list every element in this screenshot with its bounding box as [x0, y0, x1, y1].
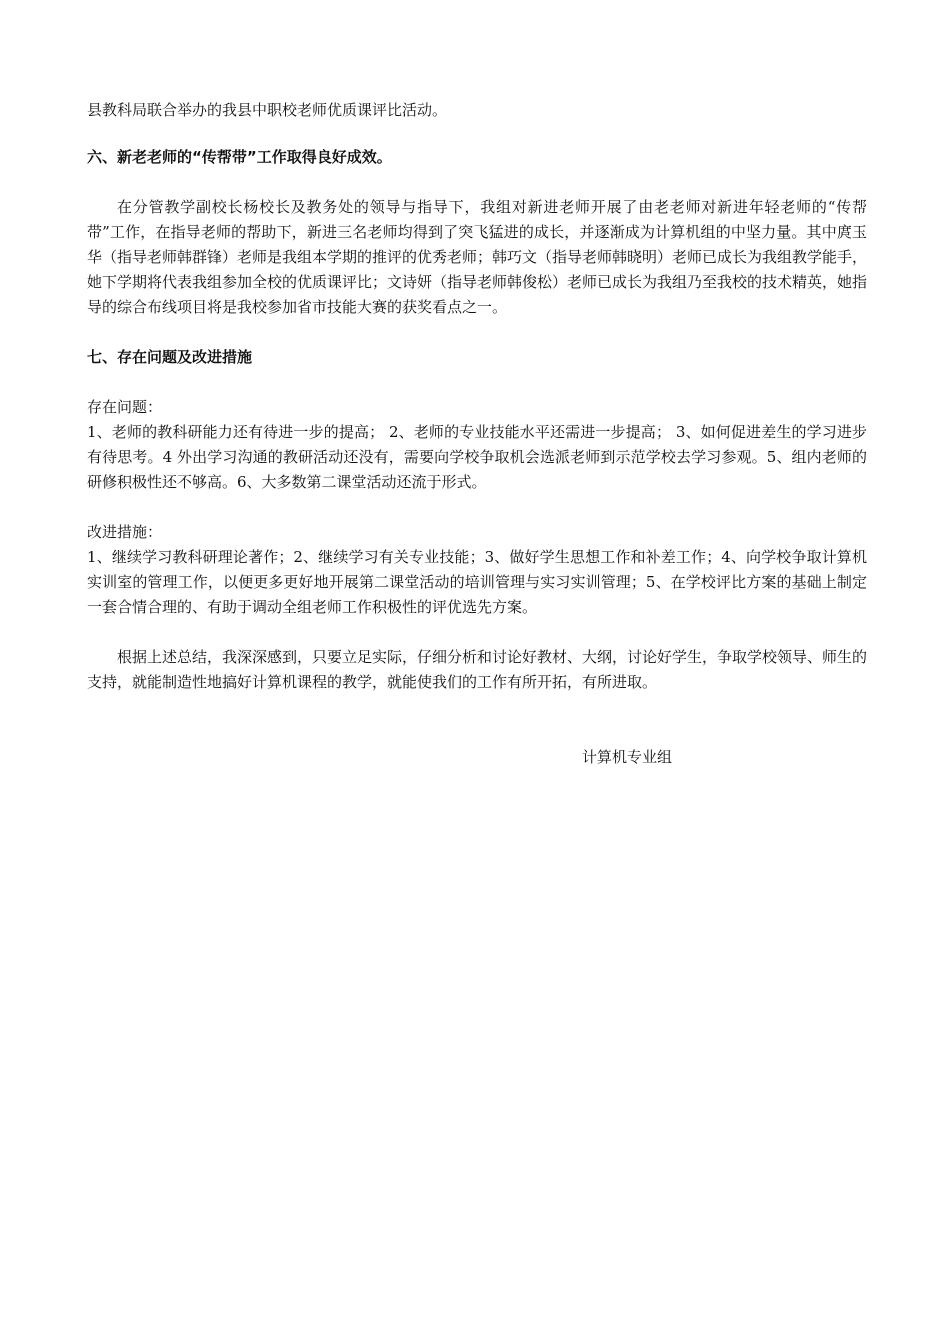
problems-label: 存在问题： — [87, 398, 163, 416]
section6-heading: 六、新老老师的“传帮带”工作取得良好成效。 — [87, 148, 392, 166]
measures-label: 改进措施： — [87, 523, 163, 541]
measures-body: 1、继续学习教科研理论著作；2、继续学习有关专业技能；3、做好学生思想工作和补差工作；4、向学校争取计算机实训室的管理工作，以便更多更好地开展第二课堂活动的培训管理与实习实训管理；5、在学校评比方案的基础上制定一套合情合理的、有助于调动全组老师工作积极性的评优选先方案。 — [87, 548, 867, 616]
section7-heading: 七、存在问题及改进措施 — [87, 348, 253, 366]
document-page — [87, 98, 867, 770]
intro-tail-paragraph: 县教科局联合举办的我县中职校老师优质课评比活动。 — [87, 101, 448, 119]
signature: 计算机专业组 — [582, 748, 673, 766]
conclusion-paragraph: 根据上述总结，我深深感到，只要立足实际，仔细分析和讨论好教材、大纲，讨论好学生，争取学校领导、师生的支持，就能制造性地搞好计算机课程的教学，就能使我们的工作有所开拓，有所进取。 — [87, 648, 868, 691]
section6-body: 在分管教学副校长杨校长及教务处的领导与指导下，我组对新进老师开展了由老老师对新进年轻老师的“传帮带”工作，在指导老师的帮助下，新进三名老师均得到了突飞猛进的成长，并逐渐成为计算机组的中坚力量。其中庹玉华（指导老师韩群锋）老师是我组本学期的推评的优秀老师；韩巧文（指导老师韩晓明）老师已成长为我组教学能手，她下学期将代表我组参加全校的优质课评比；文诗妍（指导老师韩俊松）老师已成长为我组乃至我校的技术精英，她指导的综合布线项目将是我校参加省市技能大赛的获奖看点之一。 — [87, 198, 868, 316]
problems-body: 1、老师的教科研能力还有待进一步的提高； 2、老师的专业技能水平还需进一步提高； 3、如何促进差生的学习进步有待思考。4 外出学习沟通的教研活动还没有，需要向学校争取机会选派老师到示范学校去学习参观。5、组内老师的研修积极性还不够高。6、大多数第二课堂活动还流于形式。 — [87, 423, 867, 491]
